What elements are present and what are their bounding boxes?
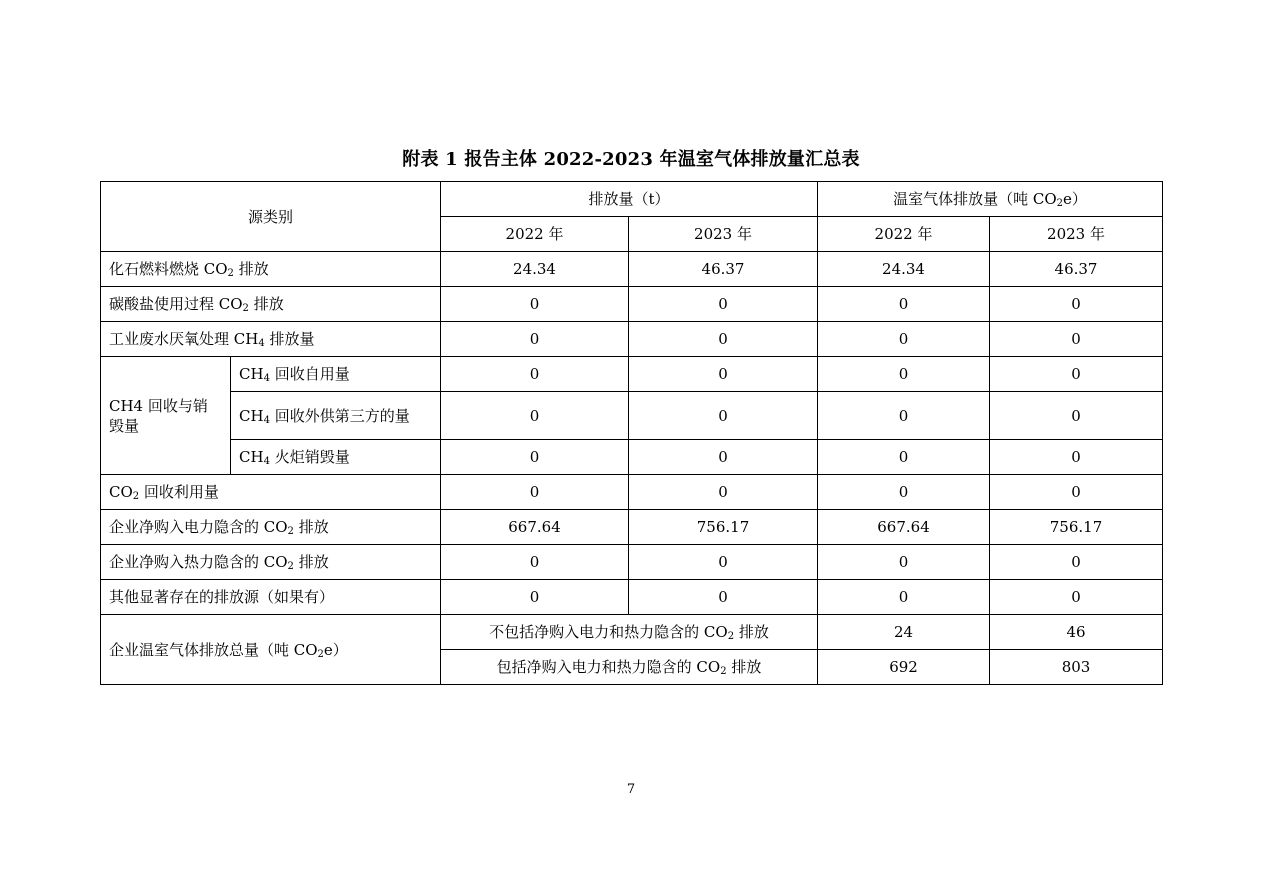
row-label-ch4-self-use: $CH_4$ 回收自用量: [231, 357, 441, 392]
table-row: [101, 615, 1163, 650]
cell-value: 0: [629, 545, 818, 580]
cell-value: 0: [441, 357, 629, 392]
row-label-carbonate: 碳酸盐使用过程 $CO_2$ 排放: [101, 287, 441, 322]
table-row: [101, 510, 1163, 545]
row-group-ch4-recovery: CH4 回收与销毁量: [101, 357, 231, 475]
cell-value: 0: [818, 545, 990, 580]
cell-value: 0: [990, 357, 1163, 392]
cell-value: 692: [818, 650, 990, 685]
cell-value: 0: [629, 287, 818, 322]
row-label-fossil: 化石燃料燃烧 $CO_2$ 排放: [101, 252, 441, 287]
cell-value: 803: [990, 650, 1163, 685]
cell-value: 0: [990, 580, 1163, 615]
cell-value: 0: [441, 545, 629, 580]
cell-value: 0: [441, 287, 629, 322]
cell-value: 0: [990, 475, 1163, 510]
header-emissions-t: 排放量（t）: [441, 182, 818, 217]
row-label-heat: 企业净购入热力隐含的 $CO_2$ 排放: [101, 545, 441, 580]
row-label-ch4-flare: $CH_4$ 火炬销毁量: [231, 440, 441, 475]
total-incl-label: 包括净购入电力和热力隐含的 $CO_2$ 排放: [441, 650, 818, 685]
table-row: [101, 252, 1163, 287]
cell-value: 0: [441, 440, 629, 475]
cell-value: 46.37: [629, 252, 818, 287]
row-label-ch4-third-party: $CH_4$ 回收外供第三方的量: [231, 392, 441, 440]
table-row: [101, 287, 1163, 322]
cell-value: 0: [629, 392, 818, 440]
table-title: 附表 1 报告主体 2022-2023 年温室气体排放量汇总表: [402, 149, 860, 170]
cell-value: 0: [441, 475, 629, 510]
cell-value: 0: [629, 440, 818, 475]
cell-value: 0: [990, 322, 1163, 357]
header-year: 2023 年: [629, 217, 818, 252]
cell-value: 0: [818, 357, 990, 392]
cell-value: 24.34: [441, 252, 629, 287]
table-row: [101, 322, 1163, 357]
cell-value: 0: [818, 287, 990, 322]
cell-value: 24: [818, 615, 990, 650]
cell-value: 0: [629, 475, 818, 510]
cell-value: 46.37: [990, 252, 1163, 287]
table-row: [101, 357, 1163, 392]
cell-value: 0: [990, 440, 1163, 475]
cell-value: 0: [818, 322, 990, 357]
cell-value: 0: [441, 322, 629, 357]
cell-value: 24.34: [818, 252, 990, 287]
cell-value: 0: [818, 475, 990, 510]
header-source-type: 源类别: [101, 182, 441, 252]
header-ghg-emissions: 温室气体排放量（吨 $CO_2e$）: [818, 182, 1163, 217]
cell-value: 0: [441, 392, 629, 440]
cell-value: 667.64: [818, 510, 990, 545]
table-row: [101, 440, 1163, 475]
total-excl-label: 不包括净购入电力和热力隐含的 $CO_2$ 排放: [441, 615, 818, 650]
cell-value: 0: [818, 440, 990, 475]
row-label-other: 其他显著存在的排放源（如果有）: [101, 580, 441, 615]
page-number: 7: [626, 782, 636, 797]
cell-value: 0: [629, 580, 818, 615]
row-label-electricity: 企业净购入电力隐含的 $CO_2$ 排放: [101, 510, 441, 545]
cell-value: 756.17: [629, 510, 818, 545]
cell-value: 0: [629, 322, 818, 357]
header-year: 2022 年: [818, 217, 990, 252]
header-year: 2022 年: [441, 217, 629, 252]
cell-value: 0: [441, 580, 629, 615]
cell-value: 0: [818, 580, 990, 615]
cell-value: 0: [818, 392, 990, 440]
table-row: [101, 545, 1163, 580]
table-row: [101, 392, 1163, 440]
cell-value: 0: [629, 357, 818, 392]
cell-value: 46: [990, 615, 1163, 650]
cell-value: 0: [990, 392, 1163, 440]
table-row: [101, 580, 1163, 615]
row-label-wastewater: 工业废水厌氧处理 $CH_4$ 排放量: [101, 322, 441, 357]
cell-value: 0: [990, 545, 1163, 580]
table-row: [101, 475, 1163, 510]
cell-value: 756.17: [990, 510, 1163, 545]
row-label-total: 企业温室气体排放总量（吨 $CO_2e$）: [101, 615, 441, 685]
emissions-summary-table: [100, 181, 1163, 685]
row-label-co2-recovery: $CO_2$ 回收利用量: [101, 475, 441, 510]
cell-value: 0: [990, 287, 1163, 322]
cell-value: 667.64: [441, 510, 629, 545]
header-year: 2023 年: [990, 217, 1163, 252]
